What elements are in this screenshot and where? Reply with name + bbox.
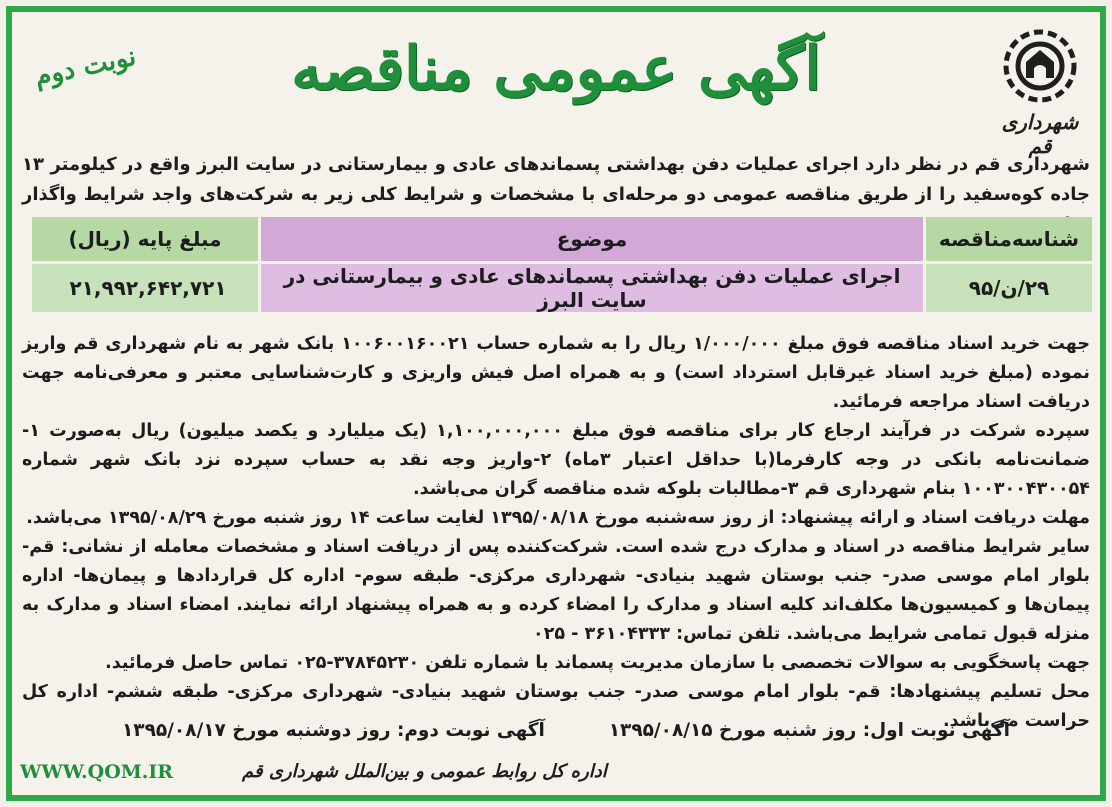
tender-table: [32, 217, 1092, 312]
header-amount: مبلغ پایه (ریال): [32, 217, 261, 264]
paragraph-purchase: جهت خرید اسناد مناقصه فوق مبلغ ۱/۰۰۰/۰۰۰ ریال را به شماره حساب ۱۰۰۶۰۰۱۶۰۰۲۱ بانک شهر به نام شهرداری قم واریز نموده (مبلغ خرید اسناد غیرقابل استرداد است) و به همراه اصل فیش واریزی و کارت‌شناسایی معتبر و معرفی‌نامه جهت دریافت اسناد مراجعه فرمائید.: [22, 334, 1090, 412]
logo-caption: شهرداری قم: [1001, 110, 1079, 158]
tender-table-header: [32, 217, 1092, 264]
round-badge: نوبت دوم: [32, 41, 139, 93]
header-subject: موضوع: [261, 217, 926, 264]
intro-org: شهرداری قم: [974, 154, 1090, 175]
paragraph-conditions: سایر شرایط مناقصه در اسناد و مدارک درج شده است. شرکت‌کننده پس از دریافت اسناد و مشخصات معامله از نشانی: قم- بلوار امام موسی صدر- جنب بوستان شهید بنیادی- شهرداری مرکزی- طبقه سوم- اداره کل قراردادها و پیمان‌ها- اداره پیمان‌ها و کمیسیون‌ها مکلف‌اند کلیه اسناد و مدارک را امضاء کرده و به همراه پیشنهاد ارائه نمایند. امضاء اسناد و مدارک به منزله قبول تمامی شرایط می‌باشد. تلفن تماس: ۳۶۱۰۴۳۳۳ - ۰۲۵: [22, 537, 1090, 644]
footer-department: اداره کل روابط عمومی و بین‌الملل شهرداری قم: [242, 761, 607, 782]
page-title: آگهی عمومی مناقصه: [291, 34, 821, 104]
paragraph-deposit: سپرده شرکت در فرآیند ارجاع کار برای مناقصه فوق مبلغ ۱,۱۰۰,۰۰۰,۰۰۰ (یک میلیارد و یکصد میلیون) ریال به‌صورت ۱-ضمانت‌نامه بانکی در وجه کارفرما(با حداقل اعتبار ۳ماه) ۲-واریز وجه نقد به حساب سپرده نزد بانک شهر شماره ۱۰۰۳۰۰۴۳۰۰۵۴ بنام شهرداری قم ۳-مطالبات بلوکه شده مناقصه گران می‌باشد.: [22, 421, 1090, 499]
header-id: شناسه‌مناقصه: [926, 217, 1092, 264]
paragraph-submission: محل تسلیم پیشنهادها: قم- بلوار امام موسی صدر- جنب بوستان شهید بنیادی- شهرداری مرکزی- طبقه ششم- اداره کل حراست می‌باشد.: [22, 682, 1090, 731]
first-round-date: آگهی نوبت اول: روز شنبه مورخ ۱۳۹۵/۰۸/۱۵: [608, 720, 1010, 741]
cell-amount: ۲۱,۹۹۲,۶۴۲,۷۲۱: [32, 264, 261, 312]
table-row: [32, 264, 1092, 312]
municipality-logo: [990, 22, 1090, 158]
notice-content: [12, 12, 1100, 795]
qom-emblem-icon: [992, 22, 1088, 110]
paragraph-questions: جهت پاسخگویی به سوالات تخصصی با سازمان مدیریت پسماند با شماره تلفن ۳۷۸۴۵۲۳۰-۰۲۵ تماس حاصل فرمائید.: [105, 653, 1090, 673]
conditions-text: [22, 330, 1090, 736]
notice-frame: [6, 6, 1106, 801]
intro-text: در نظر دارد اجرای عملیات دفن بهداشتی پسماندهای عادی و بیمارستانی در سایت البرز واقع در کیلومتر ۱۳ جاده کوه‌سفید را از طریق مناقصه عمومی دو مرحله‌ای با مشخصات و شرایط کلی زیر به شرکت‌های واجد شرایط واگذار: [22, 154, 1090, 205]
paragraph-deadline: مهلت دریافت اسناد و ارائه پیشنهاد: از روز سه‌شنبه مورخ ۱۳۹۵/۰۸/۱۸ لغایت ساعت ۱۴ روز شنبه مورخ ۱۳۹۵/۰۸/۲۹ می‌باشد.: [26, 508, 1090, 528]
footer-website: WWW.QOM.IR: [20, 761, 174, 783]
cell-subject: اجرای عملیات دفن بهداشتی پسماندهای عادی و بیمارستانی در سایت البرز: [261, 264, 926, 312]
cell-id: ۲۹/ن/۹۵: [926, 264, 1092, 312]
second-round-date: آگهی نوبت دوم: روز دوشنبه مورخ ۱۳۹۵/۰۸/۱۷: [122, 720, 545, 741]
